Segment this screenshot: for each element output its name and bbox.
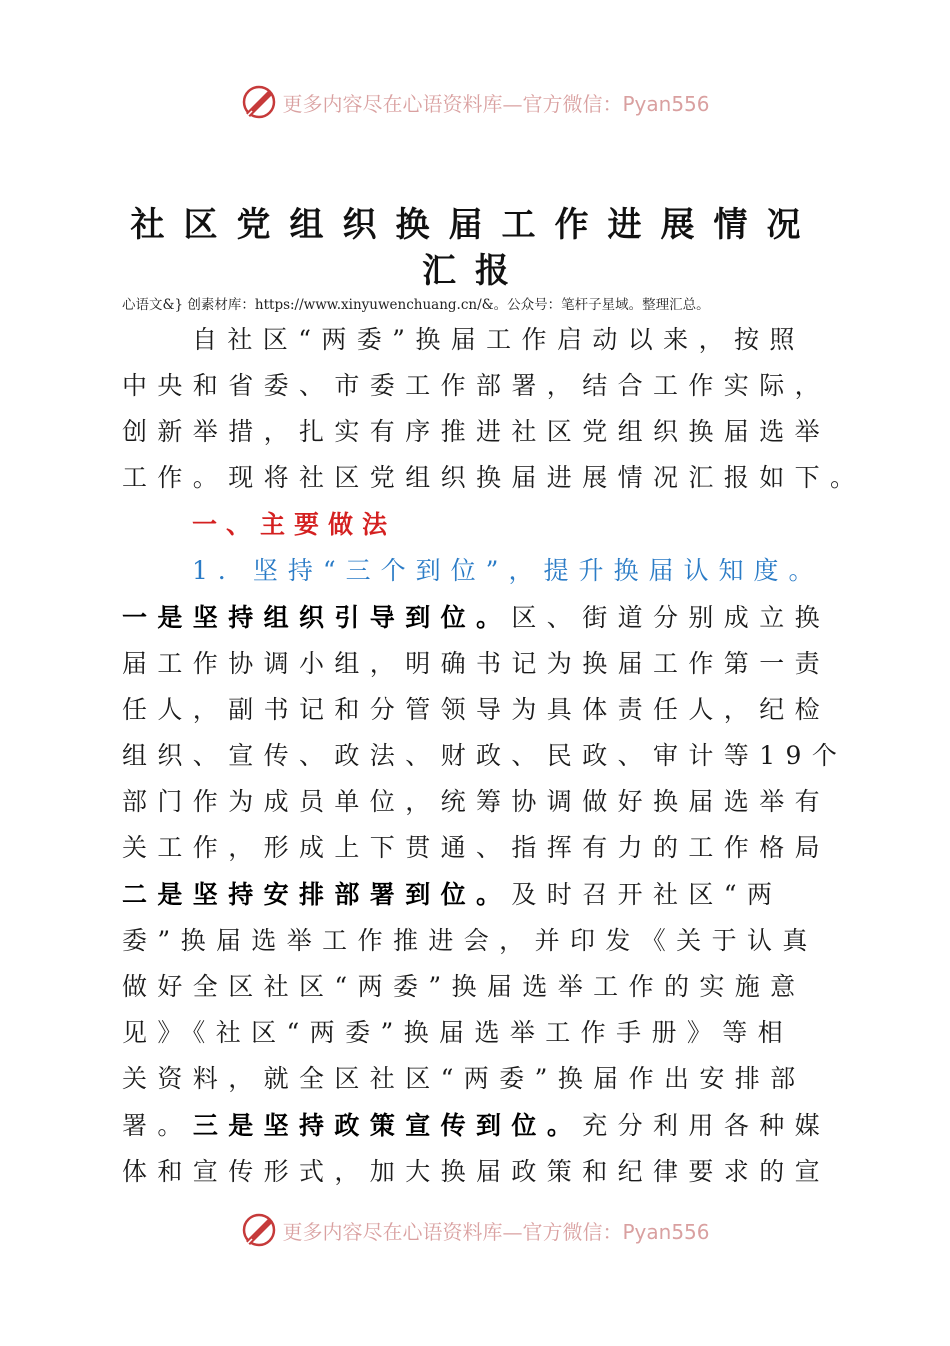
subsection-heading: 1．坚持“三个到位”，提升换届认知度。 xyxy=(192,556,824,585)
banner-wechat-id: Pyan556 xyxy=(622,91,710,116)
paragraph-line: 委”换届选举工作推进会，并印发《关于认真 xyxy=(122,926,818,955)
paragraph-line: 做好全区社区“两委”换届选举工作的实施意 xyxy=(122,972,806,1001)
paragraph-line: 创新举措，扎实有序推进社区党组织换届选举 xyxy=(122,417,831,446)
paragraph-line: 体和宣传形式，加大换届政策和纪律要求的宣 xyxy=(122,1157,831,1186)
paragraph-line: 见》《社区“两委”换届选举工作手册》等相 xyxy=(122,1018,794,1047)
paragraph-line: 关资料，就全区社区“两委”换届作出安排部 xyxy=(122,1064,806,1093)
paragraph-line: 自社区“两委”换届工作启动以来，按照 xyxy=(192,325,805,354)
banner-text: 更多内容尽在心语资料库—官方微信：Pyan556 xyxy=(282,91,710,116)
footer-banner xyxy=(0,1208,950,1252)
paragraph-line: 组织、宣传、政法、财政、民政、审计等19个 xyxy=(122,741,848,770)
paragraph-line: 一是坚持组织引导到位。区、街道分别成立换 xyxy=(122,603,831,632)
paragraph-line: 部门作为成员单位，统筹协调做好换届选举有 xyxy=(122,787,831,816)
source-note: 心语文&} 创素材库：https://www.xinyuwenchuang.cn/&。公众号：笔杆子星域。整理汇总。 xyxy=(122,297,710,313)
pen-logo-icon xyxy=(240,1211,278,1249)
paragraph-line: 署。三是坚持政策宣传到位。充分利用各种媒 xyxy=(122,1111,831,1140)
bold-lead: 三是坚持政策宣传到位。 xyxy=(192,1111,583,1140)
section-heading: 一、主要做法 xyxy=(192,510,397,539)
document-title-line1: 社区党组织换届工作进展情况 xyxy=(130,205,820,245)
paragraph-line: 中央和省委、市委工作部署，结合工作实际， xyxy=(122,371,831,400)
document-title-line2: 汇报 xyxy=(422,251,528,291)
banner-text: 更多内容尽在心语资料库—官方微信：Pyan556 xyxy=(282,1219,710,1244)
paragraph-line: 任人，副书记和分管领导为具体责任人，纪检 xyxy=(122,695,831,724)
paragraph-line: 届工作协调小组，明确书记为换届工作第一责 xyxy=(122,649,831,678)
header-banner xyxy=(0,80,950,124)
bold-lead: 二是坚持安排部署到位。 xyxy=(122,880,512,909)
pen-logo-icon xyxy=(240,83,278,121)
paragraph-line: 工作。现将社区党组织换届进展情况汇报如下。 xyxy=(122,463,866,492)
paragraph-line: 关工作，形成上下贯通、指挥有力的工作格局 xyxy=(122,833,831,862)
bold-lead: 一是坚持组织引导到位。 xyxy=(122,603,512,632)
banner-wechat-id: Pyan556 xyxy=(622,1219,710,1244)
paragraph-line: 二是坚持安排部署到位。及时召开社区“两 xyxy=(122,880,783,909)
